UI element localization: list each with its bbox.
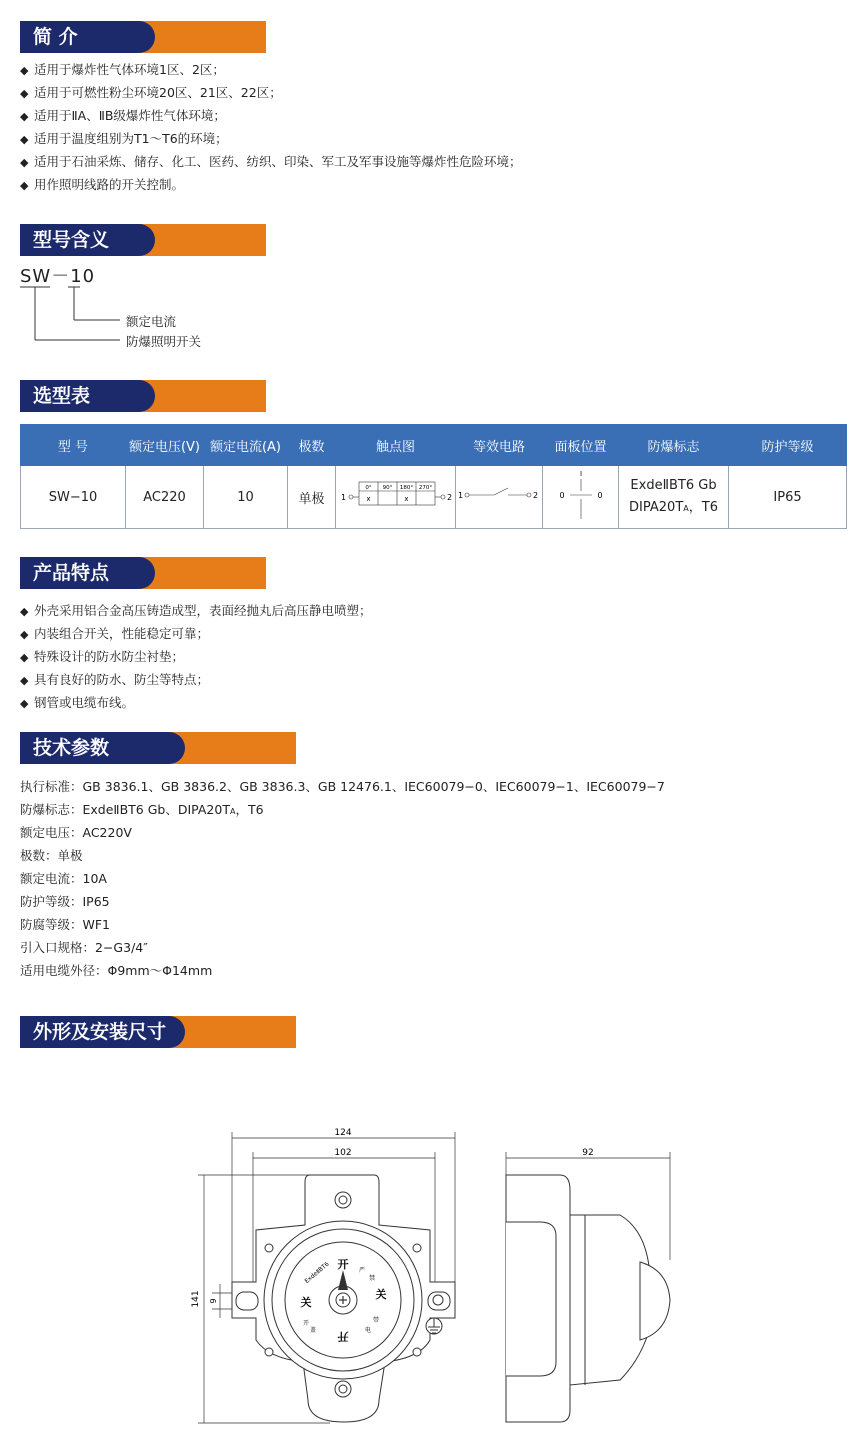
diamond-bullet-icon: ◆ (20, 64, 29, 77)
ex-mark-line2: DIPA20TA，T6 (629, 499, 718, 515)
face-word: 开 (302, 1320, 310, 1327)
diamond-bullet-icon: ◆ (20, 674, 29, 687)
panel-off-label-right: 0 (596, 491, 603, 500)
diamond-bullet-icon: ◆ (20, 110, 29, 123)
contact-angle-270: 270° (418, 485, 432, 491)
diamond-bullet-icon: ◆ (20, 87, 29, 100)
selection-section-header (20, 380, 266, 412)
param-anticorrosion: 防腐等级：WF1 (20, 917, 111, 932)
table-header-cell: 防爆标志 (619, 425, 729, 466)
param-entry: 引入口规格：2−G3/4″ (20, 940, 148, 955)
face-mark-on-bottom: 开 (337, 1330, 349, 1343)
list-item: ◆ 适用于石油采炼、储存、化工、医药、纺织、印染、军工及军事设施等爆炸性危险环境； (20, 150, 522, 173)
selection-title: 选型表 (20, 380, 155, 412)
cell-voltage: AC220 (126, 466, 204, 529)
dim-width-outer: 124 (334, 1128, 352, 1138)
model-code: SW－10 (20, 266, 96, 287)
contact-right-label: 2 (446, 493, 452, 502)
face-word: 盖 (309, 1327, 317, 1334)
list-item: ◆ 适用于爆炸性气体环境1区、2区； (20, 58, 522, 81)
contact-angle-90: 90° (382, 485, 392, 491)
param-standard: 执行标准：GB 3836.1、GB 3836.2、GB 3836.3、GB 12476.1、IEC60079−0、IEC60079−1、IEC60079−7 (20, 779, 665, 794)
list-item: ◆ 具有良好的防水、防尘等特点； (20, 668, 372, 691)
param-voltage: 额定电压：AC220V (20, 825, 132, 840)
model-label-current: 额定电流 (126, 314, 177, 329)
face-word: 带 (372, 1317, 380, 1324)
table-header-cell: 额定电压(V) (126, 425, 204, 466)
features-section-header (20, 557, 266, 589)
side-view-body (506, 1175, 670, 1422)
list-item: ◆ 适用于温度组别为T1～T6的环境； (20, 127, 522, 150)
dims-section-header (20, 1016, 296, 1048)
param-ex-mark: 防爆标志：ExdeⅡBT6 Gb、DIPA20TA，T6 (20, 802, 264, 817)
dims-title: 外形及安装尺寸 (20, 1016, 185, 1048)
circuit-left-label: 1 (458, 491, 464, 500)
cell-poles: 单极 (288, 466, 336, 529)
param-current: 额定电流：10A (20, 871, 107, 886)
model-label-switch: 防爆照明开关 (126, 334, 202, 349)
diamond-bullet-icon: ◆ (20, 133, 29, 146)
param-cable: 适用电缆外径：Φ9mm～Φ14mm (20, 963, 213, 978)
tech-section-header (20, 732, 296, 764)
model-section-header (20, 224, 266, 256)
face-word: 电 (364, 1327, 372, 1334)
list-item: ◆ 钢管或电缆布线。 (20, 691, 372, 714)
face-mark-on-top: 开 (337, 1258, 349, 1271)
face-word: 禁 (368, 1275, 376, 1282)
list-item: ◆ 内装组合开关，性能稳定可靠； (20, 622, 372, 645)
list-item: ◆ 适用于ⅡA、ⅡB级爆炸性气体环境； (20, 104, 522, 127)
contact-mark: x (403, 495, 409, 503)
dim-width-inner: 102 (334, 1148, 352, 1158)
cell-current: 10 (204, 466, 288, 529)
dim-height: 141 (191, 1290, 201, 1308)
equivalent-circuit-diagram (456, 480, 542, 510)
cell-equivalent-circuit (456, 466, 543, 529)
list-item: ◆ 外壳采用铝合金高压铸造成型，表面经抛丸后高压静电喷塑； (20, 599, 372, 622)
list-item: ◆ 特殊设计的防水防尘衬垫； (20, 645, 372, 668)
tech-params (20, 775, 665, 982)
table-header-cell: 触点图 (336, 425, 456, 466)
intro-list (20, 58, 522, 196)
face-mark-off-right: 关 (375, 1288, 387, 1301)
face-word: 严 (358, 1267, 366, 1274)
param-poles: 极数：单极 (20, 848, 83, 863)
table-row (21, 466, 847, 529)
cell-model: SW−10 (21, 466, 126, 529)
list-item: ◆ 用作照明线路的开关控制。 (20, 173, 522, 196)
table-header-cell: 防护等级 (729, 425, 847, 466)
features-title: 产品特点 (20, 557, 155, 589)
contact-left-label: 1 (340, 493, 346, 502)
dimension-drawing (0, 1110, 860, 1453)
cell-ex-mark (619, 466, 729, 529)
table-header-cell: 等效电路 (456, 425, 543, 466)
table-header-cell: 面板位置 (543, 425, 619, 466)
features-list (20, 599, 372, 714)
table-header-cell: 极数 (288, 425, 336, 466)
face-word-ex: ExdeⅡBT6 (303, 1260, 331, 1285)
contact-mark: x (365, 495, 371, 503)
model-title: 型号含义 (20, 224, 155, 256)
table-header-cell: 型 号 (21, 425, 126, 466)
diamond-bullet-icon: ◆ (20, 179, 29, 192)
ex-mark-line1: ExdeⅡBT6 Gb (630, 477, 717, 493)
tech-title: 技术参数 (20, 732, 185, 764)
contact-angle-180: 180° (399, 485, 413, 491)
diamond-bullet-icon: ◆ (20, 651, 29, 664)
contact-diagram (337, 475, 455, 515)
diamond-bullet-icon: ◆ (20, 605, 29, 618)
list-item: ◆ 适用于可燃性粉尘环境20区、21区、22区； (20, 81, 522, 104)
cell-ip: IP65 (729, 466, 847, 529)
diamond-bullet-icon: ◆ (20, 697, 29, 710)
panel-position-diagram (551, 467, 611, 523)
dim-depth: 92 (582, 1148, 594, 1158)
param-ip: 防护等级：IP65 (20, 894, 110, 909)
panel-off-label-left: 0 (558, 491, 565, 500)
dim-hole: 9 (209, 1298, 218, 1304)
contact-angle-0: 0° (364, 485, 372, 491)
face-mark-off-left: 关 (300, 1296, 312, 1309)
selection-table (20, 424, 847, 529)
table-header-cell: 额定电流(A) (204, 425, 288, 466)
cell-contact-diagram (336, 466, 456, 529)
panel-on-label: I (579, 470, 582, 478)
cell-panel-position (543, 466, 619, 529)
circuit-right-label: 2 (533, 491, 539, 500)
diamond-bullet-icon: ◆ (20, 156, 29, 169)
intro-title: 简 介 (20, 21, 155, 53)
intro-section-header (20, 21, 266, 53)
table-header-row (21, 425, 847, 466)
diamond-bullet-icon: ◆ (20, 628, 29, 641)
